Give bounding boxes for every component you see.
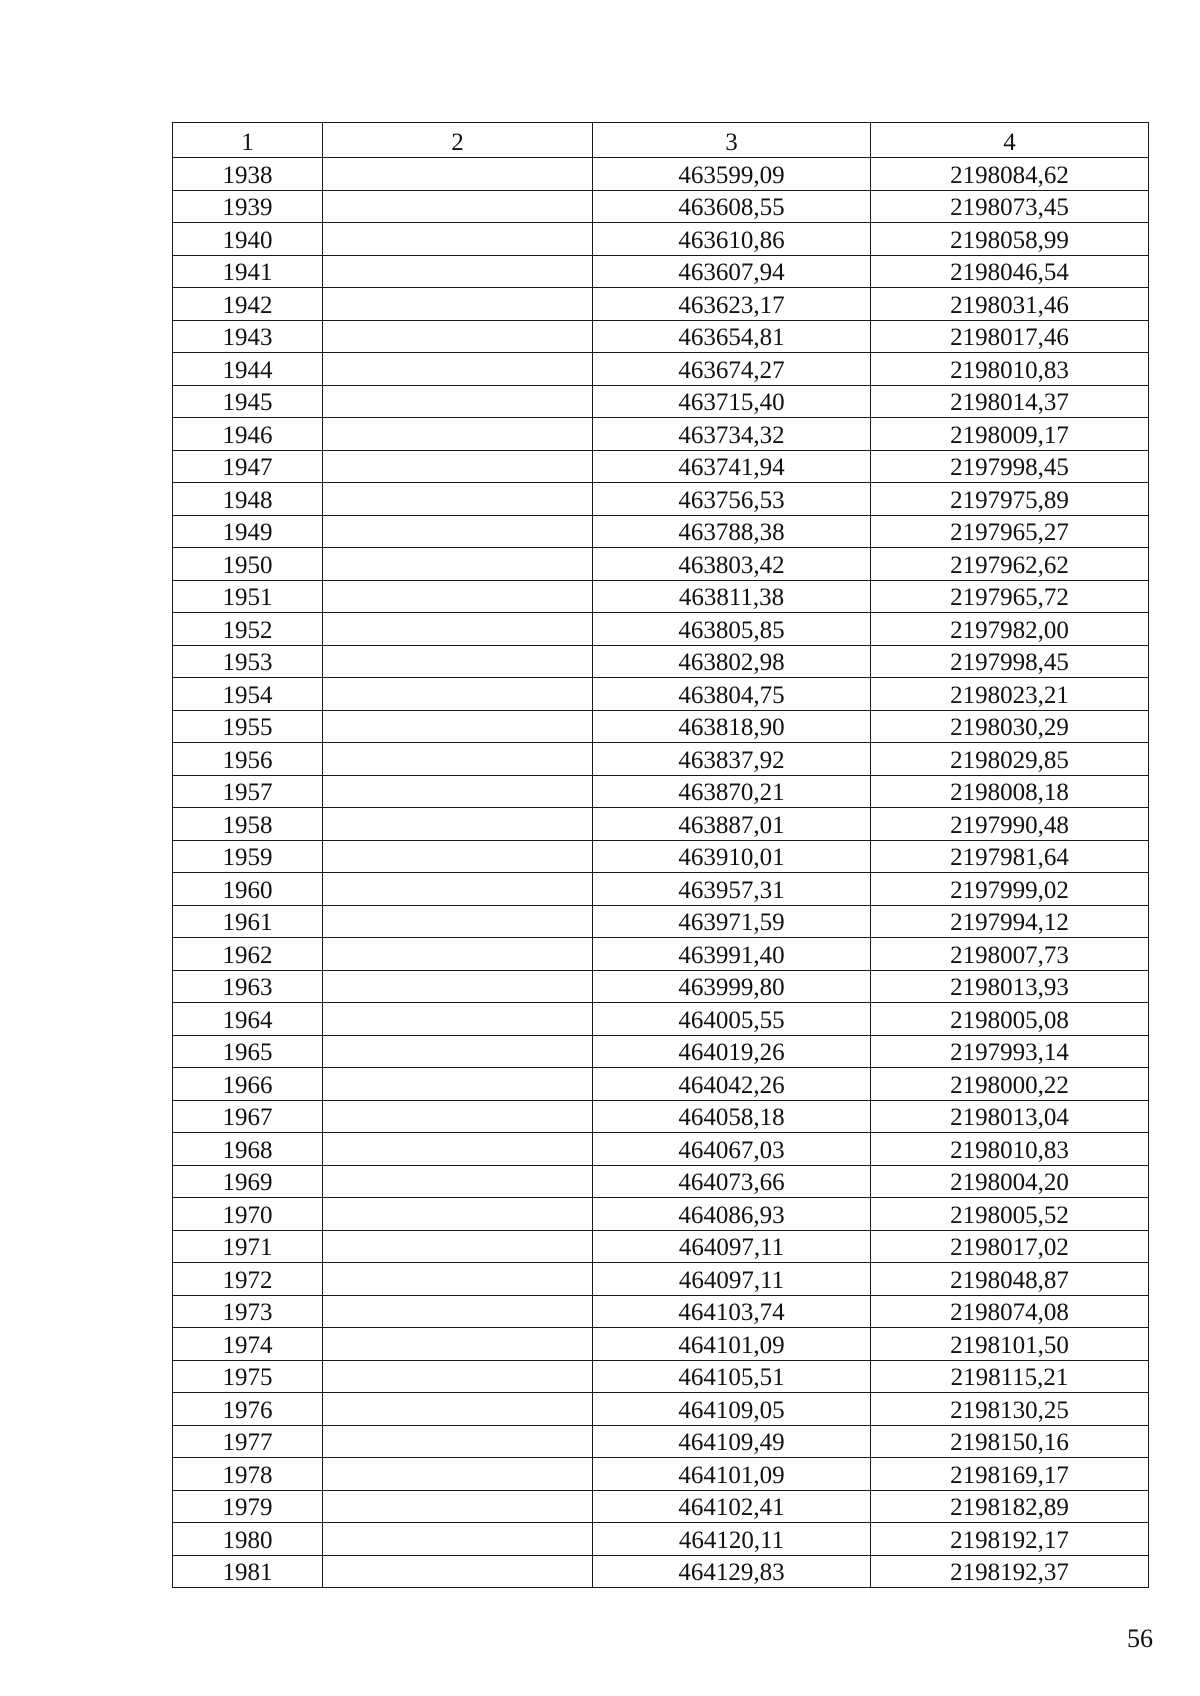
x-coordinate-cell: 464086,93 — [593, 1198, 871, 1231]
table-row — [173, 808, 1149, 841]
x-coordinate-cell: 463805,85 — [593, 613, 871, 646]
x-coordinate-cell: 464005,55 — [593, 1003, 871, 1036]
y-coordinate-cell: 2198058,99 — [871, 223, 1149, 256]
x-coordinate-cell: 463715,40 — [593, 385, 871, 418]
empty-cell — [323, 580, 593, 613]
empty-cell — [323, 1523, 593, 1556]
x-coordinate-cell: 463910,01 — [593, 840, 871, 873]
empty-cell — [323, 1425, 593, 1458]
point-number-cell: 1980 — [173, 1523, 323, 1556]
table-row — [173, 1003, 1149, 1036]
table-row — [173, 1068, 1149, 1101]
table-row — [173, 1295, 1149, 1328]
x-coordinate-cell: 463803,42 — [593, 548, 871, 581]
x-coordinate-cell: 463887,01 — [593, 808, 871, 841]
x-coordinate-cell: 463999,80 — [593, 970, 871, 1003]
empty-cell — [323, 873, 593, 906]
table-row — [173, 353, 1149, 386]
y-coordinate-cell: 2197993,14 — [871, 1035, 1149, 1068]
table-body — [173, 158, 1149, 1588]
empty-cell — [323, 288, 593, 321]
x-coordinate-cell: 463804,75 — [593, 678, 871, 711]
point-number-cell: 1969 — [173, 1165, 323, 1198]
empty-cell — [323, 548, 593, 581]
x-coordinate-cell: 463608,55 — [593, 190, 871, 223]
y-coordinate-cell: 2197982,00 — [871, 613, 1149, 646]
empty-cell — [323, 483, 593, 516]
point-number-cell: 1943 — [173, 320, 323, 353]
point-number-cell: 1979 — [173, 1490, 323, 1523]
x-coordinate-cell: 463756,53 — [593, 483, 871, 516]
y-coordinate-cell: 2198169,17 — [871, 1458, 1149, 1491]
empty-cell — [323, 1165, 593, 1198]
x-coordinate-cell: 463971,59 — [593, 905, 871, 938]
table-row — [173, 320, 1149, 353]
x-coordinate-cell: 463607,94 — [593, 255, 871, 288]
table-row — [173, 483, 1149, 516]
point-number-cell: 1953 — [173, 645, 323, 678]
y-coordinate-cell: 2198007,73 — [871, 938, 1149, 971]
table-row — [173, 158, 1149, 191]
point-number-cell: 1944 — [173, 353, 323, 386]
empty-cell — [323, 1003, 593, 1036]
y-coordinate-cell: 2198005,08 — [871, 1003, 1149, 1036]
point-number-cell: 1965 — [173, 1035, 323, 1068]
x-coordinate-cell: 464042,26 — [593, 1068, 871, 1101]
x-coordinate-cell: 463788,38 — [593, 515, 871, 548]
coordinates-table — [172, 122, 1149, 1588]
x-coordinate-cell: 464097,11 — [593, 1230, 871, 1263]
table-row — [173, 775, 1149, 808]
empty-cell — [323, 840, 593, 873]
table-row — [173, 970, 1149, 1003]
header-row — [173, 123, 1149, 158]
x-coordinate-cell: 464101,09 — [593, 1328, 871, 1361]
point-number-cell: 1970 — [173, 1198, 323, 1231]
column-header-4: 4 — [871, 123, 1149, 158]
x-coordinate-cell: 463818,90 — [593, 710, 871, 743]
table-row — [173, 1425, 1149, 1458]
y-coordinate-cell: 2198031,46 — [871, 288, 1149, 321]
empty-cell — [323, 385, 593, 418]
table-row — [173, 1035, 1149, 1068]
table-row — [173, 1555, 1149, 1588]
table-row — [173, 938, 1149, 971]
table-row — [173, 1263, 1149, 1296]
table-row — [173, 450, 1149, 483]
x-coordinate-cell: 464097,11 — [593, 1263, 871, 1296]
y-coordinate-cell: 2198013,04 — [871, 1100, 1149, 1133]
point-number-cell: 1950 — [173, 548, 323, 581]
empty-cell — [323, 320, 593, 353]
table-row — [173, 223, 1149, 256]
point-number-cell: 1972 — [173, 1263, 323, 1296]
table-row — [173, 1490, 1149, 1523]
empty-cell — [323, 710, 593, 743]
empty-cell — [323, 223, 593, 256]
x-coordinate-cell: 464101,09 — [593, 1458, 871, 1491]
empty-cell — [323, 1230, 593, 1263]
empty-cell — [323, 1100, 593, 1133]
column-header-2: 2 — [323, 123, 593, 158]
y-coordinate-cell: 2198150,16 — [871, 1425, 1149, 1458]
x-coordinate-cell: 463991,40 — [593, 938, 871, 971]
point-number-cell: 1966 — [173, 1068, 323, 1101]
x-coordinate-cell: 463741,94 — [593, 450, 871, 483]
point-number-cell: 1951 — [173, 580, 323, 613]
y-coordinate-cell: 2198014,37 — [871, 385, 1149, 418]
y-coordinate-cell: 2197998,45 — [871, 450, 1149, 483]
y-coordinate-cell: 2197965,27 — [871, 515, 1149, 548]
empty-cell — [323, 1068, 593, 1101]
y-coordinate-cell: 2198074,08 — [871, 1295, 1149, 1328]
y-coordinate-cell: 2197981,64 — [871, 840, 1149, 873]
table-row — [173, 1458, 1149, 1491]
y-coordinate-cell: 2198010,83 — [871, 1133, 1149, 1166]
page-number: 56 — [1127, 1624, 1153, 1653]
x-coordinate-cell: 464109,49 — [593, 1425, 871, 1458]
table-row — [173, 678, 1149, 711]
table-row — [173, 418, 1149, 451]
point-number-cell: 1978 — [173, 1458, 323, 1491]
empty-cell — [323, 515, 593, 548]
y-coordinate-cell: 2198010,83 — [871, 353, 1149, 386]
empty-cell — [323, 158, 593, 191]
empty-cell — [323, 418, 593, 451]
y-coordinate-cell: 2198023,21 — [871, 678, 1149, 711]
table-row — [173, 255, 1149, 288]
y-coordinate-cell: 2198130,25 — [871, 1393, 1149, 1426]
point-number-cell: 1973 — [173, 1295, 323, 1328]
y-coordinate-cell: 2197965,72 — [871, 580, 1149, 613]
table-row — [173, 873, 1149, 906]
x-coordinate-cell: 464129,83 — [593, 1555, 871, 1588]
x-coordinate-cell: 464058,18 — [593, 1100, 871, 1133]
point-number-cell: 1955 — [173, 710, 323, 743]
point-number-cell: 1954 — [173, 678, 323, 711]
point-number-cell: 1941 — [173, 255, 323, 288]
y-coordinate-cell: 2197975,89 — [871, 483, 1149, 516]
empty-cell — [323, 1295, 593, 1328]
x-coordinate-cell: 463674,27 — [593, 353, 871, 386]
point-number-cell: 1957 — [173, 775, 323, 808]
table-row — [173, 1133, 1149, 1166]
x-coordinate-cell: 463610,86 — [593, 223, 871, 256]
table-row — [173, 1328, 1149, 1361]
y-coordinate-cell: 2198101,50 — [871, 1328, 1149, 1361]
empty-cell — [323, 678, 593, 711]
point-number-cell: 1964 — [173, 1003, 323, 1036]
table-row — [173, 1100, 1149, 1133]
x-coordinate-cell: 464105,51 — [593, 1360, 871, 1393]
empty-cell — [323, 450, 593, 483]
x-coordinate-cell: 463802,98 — [593, 645, 871, 678]
x-coordinate-cell: 463734,32 — [593, 418, 871, 451]
y-coordinate-cell: 2197998,45 — [871, 645, 1149, 678]
empty-cell — [323, 645, 593, 678]
table-row — [173, 710, 1149, 743]
point-number-cell: 1942 — [173, 288, 323, 321]
x-coordinate-cell: 463599,09 — [593, 158, 871, 191]
table-row — [173, 288, 1149, 321]
y-coordinate-cell: 2198046,54 — [871, 255, 1149, 288]
empty-cell — [323, 1263, 593, 1296]
table-row — [173, 190, 1149, 223]
y-coordinate-cell: 2198192,37 — [871, 1555, 1149, 1588]
x-coordinate-cell: 464102,41 — [593, 1490, 871, 1523]
point-number-cell: 1939 — [173, 190, 323, 223]
point-number-cell: 1977 — [173, 1425, 323, 1458]
point-number-cell: 1952 — [173, 613, 323, 646]
table-row — [173, 1230, 1149, 1263]
point-number-cell: 1947 — [173, 450, 323, 483]
x-coordinate-cell: 463837,92 — [593, 743, 871, 776]
point-number-cell: 1956 — [173, 743, 323, 776]
table-row — [173, 1393, 1149, 1426]
column-header-1: 1 — [173, 123, 323, 158]
point-number-cell: 1962 — [173, 938, 323, 971]
y-coordinate-cell: 2197962,62 — [871, 548, 1149, 581]
point-number-cell: 1948 — [173, 483, 323, 516]
table-row — [173, 840, 1149, 873]
y-coordinate-cell: 2198004,20 — [871, 1165, 1149, 1198]
y-coordinate-cell: 2198030,29 — [871, 710, 1149, 743]
point-number-cell: 1963 — [173, 970, 323, 1003]
y-coordinate-cell: 2197999,02 — [871, 873, 1149, 906]
x-coordinate-cell: 464120,11 — [593, 1523, 871, 1556]
x-coordinate-cell: 463811,38 — [593, 580, 871, 613]
y-coordinate-cell: 2198017,02 — [871, 1230, 1149, 1263]
empty-cell — [323, 190, 593, 223]
table-row — [173, 548, 1149, 581]
table-row — [173, 385, 1149, 418]
table-row — [173, 905, 1149, 938]
empty-cell — [323, 255, 593, 288]
y-coordinate-cell: 2198000,22 — [871, 1068, 1149, 1101]
empty-cell — [323, 938, 593, 971]
table-row — [173, 1165, 1149, 1198]
point-number-cell: 1945 — [173, 385, 323, 418]
x-coordinate-cell: 463623,17 — [593, 288, 871, 321]
y-coordinate-cell: 2198013,93 — [871, 970, 1149, 1003]
y-coordinate-cell: 2198084,62 — [871, 158, 1149, 191]
point-number-cell: 1946 — [173, 418, 323, 451]
x-coordinate-cell: 464067,03 — [593, 1133, 871, 1166]
point-number-cell: 1958 — [173, 808, 323, 841]
x-coordinate-cell: 464103,74 — [593, 1295, 871, 1328]
empty-cell — [323, 1555, 593, 1588]
point-number-cell: 1961 — [173, 905, 323, 938]
point-number-cell: 1974 — [173, 1328, 323, 1361]
table-header — [173, 123, 1149, 158]
empty-cell — [323, 1198, 593, 1231]
y-coordinate-cell: 2198182,89 — [871, 1490, 1149, 1523]
table-row — [173, 645, 1149, 678]
point-number-cell: 1959 — [173, 840, 323, 873]
point-number-cell: 1976 — [173, 1393, 323, 1426]
y-coordinate-cell: 2198017,46 — [871, 320, 1149, 353]
y-coordinate-cell: 2198048,87 — [871, 1263, 1149, 1296]
point-number-cell: 1971 — [173, 1230, 323, 1263]
table-row — [173, 1198, 1149, 1231]
empty-cell — [323, 775, 593, 808]
y-coordinate-cell: 2198192,17 — [871, 1523, 1149, 1556]
empty-cell — [323, 743, 593, 776]
empty-cell — [323, 353, 593, 386]
empty-cell — [323, 1490, 593, 1523]
table-row — [173, 515, 1149, 548]
point-number-cell: 1949 — [173, 515, 323, 548]
table-row — [173, 1360, 1149, 1393]
point-number-cell: 1967 — [173, 1100, 323, 1133]
table-row — [173, 1523, 1149, 1556]
empty-cell — [323, 808, 593, 841]
empty-cell — [323, 1328, 593, 1361]
empty-cell — [323, 1393, 593, 1426]
column-header-3: 3 — [593, 123, 871, 158]
y-coordinate-cell: 2198029,85 — [871, 743, 1149, 776]
empty-cell — [323, 613, 593, 646]
point-number-cell: 1938 — [173, 158, 323, 191]
empty-cell — [323, 905, 593, 938]
empty-cell — [323, 1360, 593, 1393]
x-coordinate-cell: 464109,05 — [593, 1393, 871, 1426]
point-number-cell: 1960 — [173, 873, 323, 906]
y-coordinate-cell: 2197990,48 — [871, 808, 1149, 841]
y-coordinate-cell: 2198008,18 — [871, 775, 1149, 808]
table-row — [173, 580, 1149, 613]
point-number-cell: 1968 — [173, 1133, 323, 1166]
x-coordinate-cell: 463654,81 — [593, 320, 871, 353]
empty-cell — [323, 1458, 593, 1491]
x-coordinate-cell: 463957,31 — [593, 873, 871, 906]
empty-cell — [323, 1035, 593, 1068]
y-coordinate-cell: 2198005,52 — [871, 1198, 1149, 1231]
y-coordinate-cell: 2198115,21 — [871, 1360, 1149, 1393]
table-row — [173, 613, 1149, 646]
point-number-cell: 1975 — [173, 1360, 323, 1393]
x-coordinate-cell: 463870,21 — [593, 775, 871, 808]
x-coordinate-cell: 464073,66 — [593, 1165, 871, 1198]
y-coordinate-cell: 2197994,12 — [871, 905, 1149, 938]
y-coordinate-cell: 2198009,17 — [871, 418, 1149, 451]
x-coordinate-cell: 464019,26 — [593, 1035, 871, 1068]
empty-cell — [323, 1133, 593, 1166]
point-number-cell: 1940 — [173, 223, 323, 256]
y-coordinate-cell: 2198073,45 — [871, 190, 1149, 223]
table-row — [173, 743, 1149, 776]
empty-cell — [323, 970, 593, 1003]
point-number-cell: 1981 — [173, 1555, 323, 1588]
